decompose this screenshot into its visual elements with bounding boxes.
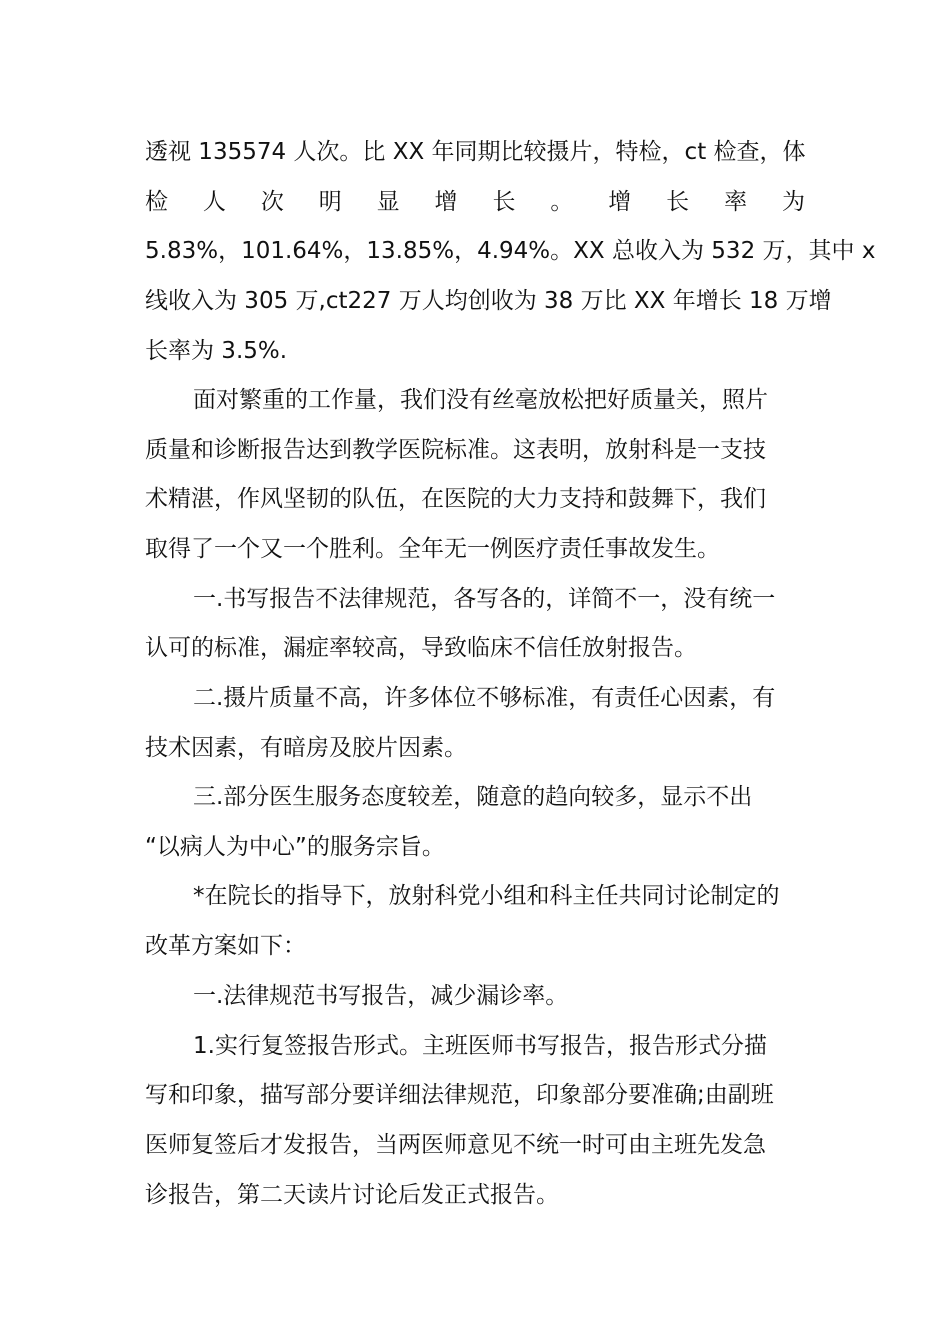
char: 检 — [145, 189, 168, 215]
char: 。 — [550, 189, 574, 215]
paragraph-1-line-3: 5.83%，101.64%，13.85%，4.94%。XX 总收入为 532 万，其中 x — [145, 238, 876, 264]
paragraph-8-line-3: 医师复签后才发报告，当两医师意见不统一时可由主班先发急 — [145, 1132, 766, 1158]
char: 率 — [724, 189, 748, 215]
paragraph-8-line-1: 1.实行复签报告形式。主班医师书写报告，报告形式分描 — [193, 1033, 767, 1059]
char: 增 — [608, 189, 632, 215]
paragraph-5-line-2: “以病人为中心”的服务宗旨。 — [145, 834, 445, 860]
paragraph-1-line-2 — [145, 187, 805, 217]
paragraph-6-line-1: *在院长的指导下，放射科党小组和科主任共同讨论制定的 — [193, 883, 780, 909]
char: 为 — [781, 189, 805, 215]
char: 长 — [492, 189, 516, 215]
paragraph-2-line-3: 术精湛，作风坚韧的队伍，在医院的大力支持和鼓舞下，我们 — [145, 486, 766, 512]
char: 显 — [376, 189, 400, 215]
char: 明 — [318, 189, 342, 215]
paragraph-8-line-4: 诊报告，第二天读片讨论后发正式报告。 — [145, 1182, 559, 1208]
char: 增 — [434, 189, 458, 215]
paragraph-1-line-1: 透视 135574 人次。比 XX 年同期比较摄片，特检，ct 检查，体 — [145, 139, 806, 165]
paragraph-1-line-5: 长率为 3.5%. — [145, 338, 288, 364]
paragraph-2-line-1: 面对繁重的工作量，我们没有丝毫放松把好质量关，照片 — [193, 387, 768, 413]
paragraph-4-line-2: 技术因素，有暗房及胶片因素。 — [145, 735, 467, 761]
char: 人 — [202, 189, 226, 215]
paragraph-6-line-2: 改革方案如下： — [145, 933, 306, 959]
paragraph-4-line-1: 二.摄片质量不高，许多体位不够标准，有责任心因素，有 — [193, 685, 776, 711]
paragraph-2-line-4: 取得了一个又一个胜利。全年无一例医疗责任事故发生。 — [145, 536, 720, 562]
char: 长 — [666, 189, 690, 215]
char: 次 — [260, 189, 284, 215]
paragraph-2-line-2: 质量和诊断报告达到教学医院标准。这表明，放射科是一支技 — [145, 437, 766, 463]
paragraph-8-line-2: 写和印象，描写部分要详细法律规范，印象部分要准确;由副班 — [145, 1082, 774, 1108]
paragraph-3-line-1: 一.书写报告不法律规范，各写各的，详简不一，没有统一 — [193, 586, 776, 612]
paragraph-3-line-2: 认可的标准，漏症率较高，导致临床不信任放射报告。 — [145, 635, 697, 661]
paragraph-5-line-1: 三.部分医生服务态度较差，随意的趋向较多，显示不出 — [193, 784, 753, 810]
paragraph-1-line-4: 线收入为 305 万,ct227 万人均创收为 38 万比 XX 年增长 18 万增 — [145, 288, 832, 314]
paragraph-7-line-1: 一.法律规范书写报告，减少漏诊率。 — [193, 983, 569, 1009]
